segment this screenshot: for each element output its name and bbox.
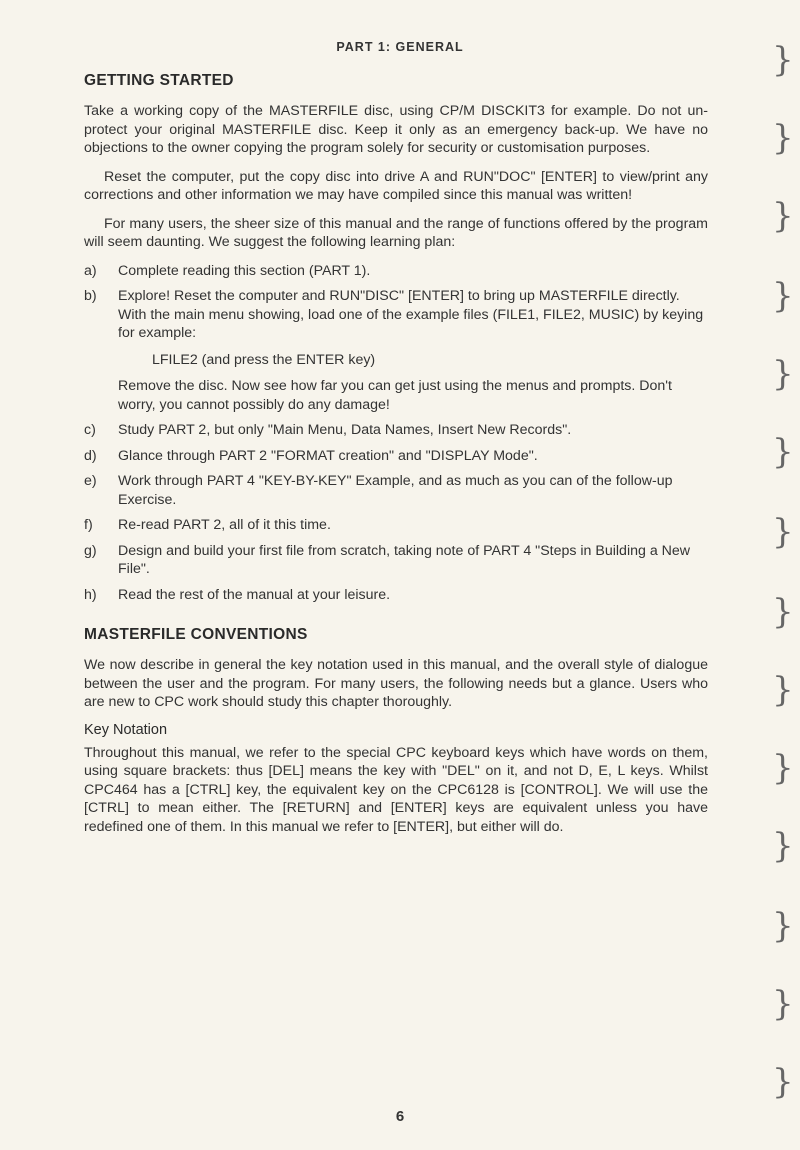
plan-item-text: Read the rest of the manual at your leisure.	[118, 586, 391, 603]
plan-item-text: Explore! Reset the computer and RUN"DISC" [ENTER] to bring up MASTERFILE directly. With the main menu showing, load one of the example files (FILE1, FILE2, MUSIC) by keying for example:	[118, 288, 704, 341]
binding-mark-icon: }	[772, 670, 794, 710]
plan-item-label: c)	[84, 422, 96, 438]
plan-item-example: LFILE2 (and press the ENTER key)	[152, 351, 376, 368]
plan-item-d	[84, 447, 708, 466]
plan-item-text: Work through PART 4 "KEY-BY-KEY" Example, and as much as you can of the follow-up Exercise.	[118, 473, 673, 508]
conventions-heading: MASTERFILE CONVENTIONS	[84, 626, 308, 643]
learning-plan-list	[84, 262, 708, 605]
plan-item-text: Complete reading this section (PART 1).	[118, 262, 371, 279]
key-notation-subheading: Key Notation	[84, 721, 168, 738]
binding-mark-icon: }	[772, 748, 794, 788]
getting-started-heading: GETTING STARTED	[84, 72, 234, 89]
plan-item-label: b)	[84, 288, 97, 304]
plan-item-label: a)	[84, 262, 97, 279]
plan-item-text: Re-read PART 2, all of it this time.	[118, 517, 331, 533]
plan-item-label: f)	[84, 517, 93, 533]
running-head: PART 1: GENERAL	[336, 40, 464, 54]
page-content	[84, 72, 708, 846]
plan-item-e	[84, 472, 708, 509]
plan-item-h	[84, 586, 708, 605]
binding-mark-icon: }	[772, 354, 794, 394]
binding-mark-icon: }	[772, 592, 794, 632]
binding-mark-icon: }	[772, 276, 794, 316]
binding-mark-icon: }	[772, 906, 794, 946]
key-notation-para: Throughout this manual, we refer to the special CPC keyboard keys which have words on them, using square brackets: thus [DEL] means the key with "DEL" on it, and not D, E, L keys. Whilst CPC464 has a [CTRL] key, the equivalent key on the CPC6128 is [CONTROL]. We will use the [CTRL] to mean either. The [RETURN] and [ENTER] keys are equivalent unless you have redefined one of them. In this manual we refer to [ENTER], but either will do.	[84, 744, 708, 835]
binding-mark-icon: }	[772, 1062, 794, 1102]
plan-item-a	[84, 262, 708, 281]
binding-edge-marks	[760, 0, 800, 1150]
plan-item-g	[84, 542, 708, 579]
plan-item-label: d)	[84, 447, 97, 464]
binding-mark-icon: }	[772, 512, 794, 552]
plan-item-text: Design and build your first file from scratch, taking note of PART 4 "Steps in Building a New File".	[118, 542, 691, 577]
binding-mark-icon: }	[772, 826, 794, 866]
plan-item-text: Study PART 2, but only "Main Menu, Data Names, Insert New Records".	[118, 422, 572, 438]
binding-mark-icon: }	[772, 40, 794, 80]
binding-mark-icon: }	[772, 196, 794, 236]
plan-item-f	[84, 516, 708, 535]
plan-item-label: h)	[84, 586, 97, 603]
plan-item-b	[84, 287, 708, 414]
binding-mark-icon: }	[772, 984, 794, 1024]
binding-mark-icon: }	[772, 118, 794, 158]
conventions-section	[84, 626, 708, 836]
getting-started-para-2: Reset the computer, put the copy disc into drive A and RUN"DOC" [ENTER] to view/print any corrections and other information we may have compiled since this manual was written!	[84, 168, 708, 203]
plan-item-label: e)	[84, 473, 97, 489]
getting-started-para-1: Take a working copy of the MASTERFILE disc, using CP/M DISCKIT3 for example. Do not un-protect your original MASTERFILE disc. Keep it only as an emergency back-up. We have no objections to the owner copying the program solely for security or customisation purposes.	[84, 103, 708, 156]
plan-item-text: Glance through PART 2 "FORMAT creation" and "DISPLAY Mode".	[118, 447, 538, 464]
binding-mark-icon: }	[772, 432, 794, 472]
getting-started-para-3: For many users, the sheer size of this manual and the range of functions offered by the program will seem daunting. We suggest the following learning plan:	[84, 215, 708, 250]
plan-item-label: g)	[84, 542, 97, 559]
plan-item-c	[84, 421, 708, 440]
page-number: 6	[395, 1108, 405, 1125]
conventions-para-1: We now describe in general the key notation used in this manual, and the overall style of dialogue between the user and the program. For many users, the following needs but a glance. Users who are new to CPC work should study this chapter thoroughly.	[84, 657, 708, 710]
plan-item-continuation: Remove the disc. Now see how far you can get just using the menus and prompts. Don't worry, you cannot possibly do any damage!	[118, 378, 672, 413]
